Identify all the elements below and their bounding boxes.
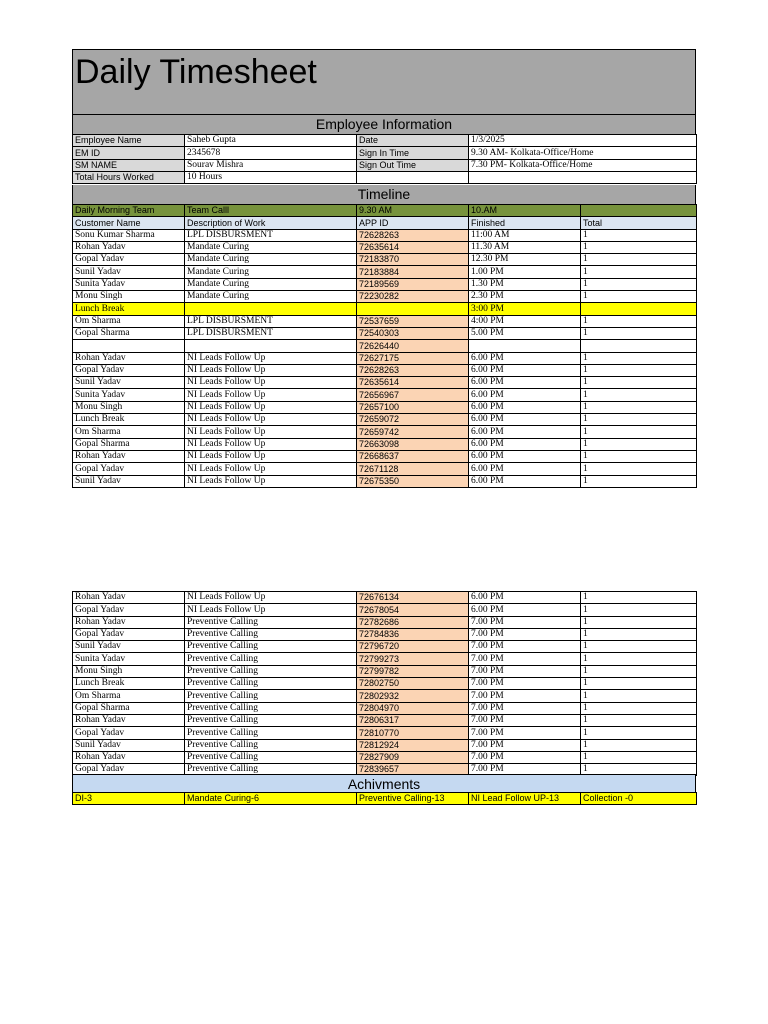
total-cell <box>581 340 697 352</box>
finished-cell: 6.00 PM <box>469 592 581 604</box>
app-id-cell: 72784836 <box>357 628 469 640</box>
table-row <box>73 340 697 352</box>
description-cell: Preventive Calling <box>185 616 357 628</box>
app-id-cell: 72675350 <box>357 475 469 487</box>
table-row <box>73 401 697 413</box>
app-id-cell: 72671128 <box>357 463 469 475</box>
app-id-cell: 72189569 <box>357 278 469 290</box>
total-cell: 1 <box>581 592 697 604</box>
customer-name-cell: Sunil Yadav <box>73 377 185 389</box>
customer-name-cell: Sonu Kumar Sharma <box>73 229 185 241</box>
field-value: 2345678 <box>185 147 357 159</box>
field-label: Employee Name <box>73 135 185 147</box>
table-row <box>73 592 697 604</box>
description-cell: Mandate Curing <box>185 241 357 253</box>
table-row <box>73 616 697 628</box>
table-row <box>73 377 697 389</box>
total-cell: 1 <box>581 377 697 389</box>
field-value: Sourav Mishra <box>185 159 357 171</box>
table-row <box>73 266 697 278</box>
total-cell: 1 <box>581 414 697 426</box>
total-cell: 1 <box>581 278 697 290</box>
table-row <box>73 438 697 450</box>
description-cell: NI Leads Follow Up <box>185 475 357 487</box>
total-cell: 1 <box>581 450 697 462</box>
field-value: 10 Hours <box>185 171 357 183</box>
total-cell: 1 <box>581 702 697 714</box>
description-cell: Preventive Calling <box>185 751 357 763</box>
table-row <box>73 714 697 726</box>
finished-cell: 2.30 PM <box>469 291 581 303</box>
team-cell: 10.AM <box>469 205 581 217</box>
description-cell: NI Leads Follow Up <box>185 401 357 413</box>
app-id-cell: 72810770 <box>357 727 469 739</box>
total-cell: 1 <box>581 653 697 665</box>
finished-cell: 3:00 PM <box>469 303 581 315</box>
app-id-cell: 72799782 <box>357 665 469 677</box>
finished-cell: 7.00 PM <box>469 678 581 690</box>
total-cell: 1 <box>581 229 697 241</box>
field-label: SM NAME <box>73 159 185 171</box>
finished-cell: 7.00 PM <box>469 714 581 726</box>
app-id-cell: 72628263 <box>357 364 469 376</box>
total-cell: 1 <box>581 678 697 690</box>
customer-name-cell: Om Sharma <box>73 315 185 327</box>
table-row <box>73 291 697 303</box>
customer-name-cell: Rohan Yadav <box>73 751 185 763</box>
timeline-header: Timeline <box>72 185 696 205</box>
table-row <box>73 475 697 487</box>
table-row <box>73 739 697 751</box>
achievement-cell: DI-3 <box>73 793 185 805</box>
app-id-cell: 72812924 <box>357 739 469 751</box>
description-cell: NI Leads Follow Up <box>185 450 357 462</box>
total-cell: 1 <box>581 438 697 450</box>
app-id-cell: 72627175 <box>357 352 469 364</box>
customer-name-cell <box>73 340 185 352</box>
team-cell: 9.30 AM <box>357 205 469 217</box>
description-cell: NI Leads Follow Up <box>185 414 357 426</box>
customer-name-cell: Rohan Yadav <box>73 241 185 253</box>
description-cell: Preventive Calling <box>185 739 357 751</box>
finished-cell: 6.00 PM <box>469 364 581 376</box>
app-id-cell <box>357 303 469 315</box>
total-cell: 1 <box>581 628 697 640</box>
team-call-row <box>73 205 697 217</box>
employee-info-row <box>73 135 697 147</box>
description-cell: NI Leads Follow Up <box>185 352 357 364</box>
finished-cell: 7.00 PM <box>469 739 581 751</box>
finished-cell: 6.00 PM <box>469 389 581 401</box>
app-id-cell: 72183884 <box>357 266 469 278</box>
app-id-cell: 72626440 <box>357 340 469 352</box>
table-row <box>73 641 697 653</box>
table-row <box>73 751 697 763</box>
total-cell: 1 <box>581 751 697 763</box>
app-id-cell: 72799273 <box>357 653 469 665</box>
finished-cell: 7.00 PM <box>469 751 581 763</box>
description-cell: Preventive Calling <box>185 764 357 776</box>
finished-cell: 6.00 PM <box>469 414 581 426</box>
table-row <box>73 315 697 327</box>
employee-info-row <box>73 159 697 171</box>
finished-cell: 6.00 PM <box>469 450 581 462</box>
finished-cell: 1.30 PM <box>469 278 581 290</box>
customer-name-cell: Rohan Yadav <box>73 450 185 462</box>
customer-name-cell: Om Sharma <box>73 690 185 702</box>
customer-name-cell: Monu Singh <box>73 401 185 413</box>
finished-cell: 6.00 PM <box>469 438 581 450</box>
total-cell <box>581 303 697 315</box>
app-id-cell: 72802750 <box>357 678 469 690</box>
customer-name-cell: Gopal Yadav <box>73 604 185 616</box>
column-header: APP ID <box>357 217 469 229</box>
table-row <box>73 450 697 462</box>
description-cell: NI Leads Follow Up <box>185 438 357 450</box>
total-cell: 1 <box>581 266 697 278</box>
lunch-break-row <box>73 303 697 315</box>
customer-name-cell: Sunil Yadav <box>73 641 185 653</box>
total-cell: 1 <box>581 352 697 364</box>
app-id-cell: 72537659 <box>357 315 469 327</box>
app-id-cell: 72656967 <box>357 389 469 401</box>
team-cell <box>581 205 697 217</box>
description-cell <box>185 303 357 315</box>
total-cell: 1 <box>581 714 697 726</box>
description-cell: Preventive Calling <box>185 690 357 702</box>
customer-name-cell: Sunita Yadav <box>73 278 185 290</box>
table-row <box>73 364 697 376</box>
app-id-cell: 72230282 <box>357 291 469 303</box>
table-row <box>73 727 697 739</box>
total-cell: 1 <box>581 475 697 487</box>
field-label: Sign Out Time <box>357 159 469 171</box>
app-id-cell: 72827909 <box>357 751 469 763</box>
table-row <box>73 653 697 665</box>
column-header: Description of Work <box>185 217 357 229</box>
finished-cell: 6.00 PM <box>469 401 581 413</box>
table-row <box>73 628 697 640</box>
customer-name-cell: Om Sharma <box>73 426 185 438</box>
customer-name-cell: Lunch Break <box>73 414 185 426</box>
customer-name-cell: Sunita Yadav <box>73 389 185 401</box>
customer-name-cell: Rohan Yadav <box>73 616 185 628</box>
table-row <box>73 327 697 339</box>
field-label: Sign In Time <box>357 147 469 159</box>
table-row <box>73 665 697 677</box>
customer-name-cell: Monu Singh <box>73 665 185 677</box>
finished-cell: 7.00 PM <box>469 641 581 653</box>
description-cell: Preventive Calling <box>185 727 357 739</box>
field-value: Saheb Gupta <box>185 135 357 147</box>
customer-name-cell: Gopal Yadav <box>73 254 185 266</box>
field-value: 7.30 PM- Kolkata-Office/Home <box>469 159 697 171</box>
team-cell: Team Calll <box>185 205 357 217</box>
table-row <box>73 389 697 401</box>
finished-cell: 5.00 PM <box>469 327 581 339</box>
table-row <box>73 702 697 714</box>
app-id-cell: 72635614 <box>357 241 469 253</box>
table-row <box>73 254 697 266</box>
table-row <box>73 278 697 290</box>
total-cell: 1 <box>581 364 697 376</box>
total-cell: 1 <box>581 463 697 475</box>
employee-info-row <box>73 171 697 183</box>
description-cell: NI Leads Follow Up <box>185 364 357 376</box>
finished-cell: 7.00 PM <box>469 653 581 665</box>
total-cell: 1 <box>581 315 697 327</box>
table-row <box>73 414 697 426</box>
table-row <box>73 241 697 253</box>
description-cell: Mandate Curing <box>185 278 357 290</box>
finished-cell: 1.00 PM <box>469 266 581 278</box>
customer-name-cell: Gopal Yadav <box>73 463 185 475</box>
table-row <box>73 463 697 475</box>
finished-cell: 7.00 PM <box>469 764 581 776</box>
customer-name-cell: Sunil Yadav <box>73 266 185 278</box>
customer-name-cell: Sunil Yadav <box>73 475 185 487</box>
app-id-cell: 72663098 <box>357 438 469 450</box>
total-cell: 1 <box>581 604 697 616</box>
table-row <box>73 690 697 702</box>
total-cell: 1 <box>581 426 697 438</box>
achievement-cell: Preventive Calling-13 <box>357 793 469 805</box>
description-cell: Preventive Calling <box>185 702 357 714</box>
app-id-cell: 72668637 <box>357 450 469 462</box>
total-cell: 1 <box>581 327 697 339</box>
description-cell: Preventive Calling <box>185 678 357 690</box>
description-cell: LPL DISBURSMENT <box>185 229 357 241</box>
app-id-cell: 72839657 <box>357 764 469 776</box>
app-id-cell: 72678054 <box>357 604 469 616</box>
app-id-cell: 72806317 <box>357 714 469 726</box>
table-row <box>73 678 697 690</box>
total-cell: 1 <box>581 401 697 413</box>
field-value: 9.30 AM- Kolkata-Office/Home <box>469 147 697 159</box>
app-id-cell: 72796720 <box>357 641 469 653</box>
achievement-cell: Mandate Curing-6 <box>185 793 357 805</box>
customer-name-cell: Gopal Yadav <box>73 364 185 376</box>
employee-info-row <box>73 147 697 159</box>
description-cell: NI Leads Follow Up <box>185 377 357 389</box>
app-id-cell: 72676134 <box>357 592 469 604</box>
finished-cell: 7.00 PM <box>469 702 581 714</box>
description-cell: LPL DISBURSMENT <box>185 315 357 327</box>
table-row <box>73 229 697 241</box>
finished-cell: 6.00 PM <box>469 426 581 438</box>
finished-cell: 6.00 PM <box>469 352 581 364</box>
app-id-cell: 72635614 <box>357 377 469 389</box>
customer-name-cell: Gopal Sharma <box>73 327 185 339</box>
finished-cell: 11.30 AM <box>469 241 581 253</box>
finished-cell <box>469 340 581 352</box>
app-id-cell: 72183870 <box>357 254 469 266</box>
description-cell: NI Leads Follow Up <box>185 592 357 604</box>
customer-name-cell: Lunch Break <box>73 678 185 690</box>
description-cell: NI Leads Follow Up <box>185 463 357 475</box>
field-label: Date <box>357 135 469 147</box>
description-cell: Mandate Curing <box>185 254 357 266</box>
total-cell: 1 <box>581 641 697 653</box>
total-cell: 1 <box>581 665 697 677</box>
description-cell: NI Leads Follow Up <box>185 426 357 438</box>
finished-cell: 7.00 PM <box>469 727 581 739</box>
customer-name-cell: Gopal Yadav <box>73 727 185 739</box>
field-label: Total Hours Worked <box>73 171 185 183</box>
customer-name-cell: Rohan Yadav <box>73 352 185 364</box>
description-cell: Mandate Curing <box>185 266 357 278</box>
timeline-table <box>72 204 697 488</box>
employee-info-table <box>72 134 697 184</box>
table-row <box>73 352 697 364</box>
total-cell: 1 <box>581 764 697 776</box>
finished-cell: 4:00 PM <box>469 315 581 327</box>
column-header: Finished <box>469 217 581 229</box>
finished-cell: 7.00 PM <box>469 690 581 702</box>
customer-name-cell: Gopal Yadav <box>73 764 185 776</box>
column-header-row <box>73 217 697 229</box>
total-cell: 1 <box>581 739 697 751</box>
app-id-cell: 72804970 <box>357 702 469 714</box>
team-cell: Daily Morning Team <box>73 205 185 217</box>
field-value <box>469 171 697 183</box>
total-cell: 1 <box>581 241 697 253</box>
customer-name-cell: Sunita Yadav <box>73 653 185 665</box>
description-cell: Preventive Calling <box>185 641 357 653</box>
timeline-table-continued <box>72 591 697 776</box>
description-cell: Mandate Curing <box>185 291 357 303</box>
total-cell: 1 <box>581 727 697 739</box>
finished-cell: 6.00 PM <box>469 604 581 616</box>
finished-cell: 6.00 PM <box>469 463 581 475</box>
app-id-cell: 72782686 <box>357 616 469 628</box>
customer-name-cell: Gopal Sharma <box>73 438 185 450</box>
description-cell: Preventive Calling <box>185 628 357 640</box>
column-header: Customer Name <box>73 217 185 229</box>
customer-name-cell: Sunil Yadav <box>73 739 185 751</box>
finished-cell: 7.00 PM <box>469 665 581 677</box>
total-cell: 1 <box>581 389 697 401</box>
column-header: Total <box>581 217 697 229</box>
app-id-cell: 72657100 <box>357 401 469 413</box>
app-id-cell: 72802932 <box>357 690 469 702</box>
total-cell: 1 <box>581 616 697 628</box>
achievement-cell: Collection -0 <box>581 793 697 805</box>
table-row <box>73 426 697 438</box>
finished-cell: 12.30 PM <box>469 254 581 266</box>
customer-name-cell: Gopal Sharma <box>73 702 185 714</box>
description-cell: NI Leads Follow Up <box>185 389 357 401</box>
app-id-cell: 72659072 <box>357 414 469 426</box>
total-cell: 1 <box>581 690 697 702</box>
total-cell: 1 <box>581 254 697 266</box>
field-label: EM ID <box>73 147 185 159</box>
description-cell: Preventive Calling <box>185 714 357 726</box>
customer-name-cell: Lunch Break <box>73 303 185 315</box>
finished-cell: 7.00 PM <box>469 616 581 628</box>
customer-name-cell: Rohan Yadav <box>73 592 185 604</box>
app-id-cell: 72659742 <box>357 426 469 438</box>
achievements-table <box>72 792 697 805</box>
description-cell: Preventive Calling <box>185 665 357 677</box>
description-cell <box>185 340 357 352</box>
description-cell: LPL DISBURSMENT <box>185 327 357 339</box>
achievements-header: Achivments <box>72 774 696 794</box>
total-cell: 1 <box>581 291 697 303</box>
customer-name-cell: Gopal Yadav <box>73 628 185 640</box>
customer-name-cell: Rohan Yadav <box>73 714 185 726</box>
page-title: Daily Timesheet <box>72 49 696 115</box>
table-row <box>73 604 697 616</box>
app-id-cell: 72540303 <box>357 327 469 339</box>
achievement-cell: NI Lead Follow UP-13 <box>469 793 581 805</box>
finished-cell: 7.00 PM <box>469 628 581 640</box>
field-value: 1/3/2025 <box>469 135 697 147</box>
finished-cell: 6.00 PM <box>469 475 581 487</box>
app-id-cell: 72628263 <box>357 229 469 241</box>
employee-info-header: Employee Information <box>72 115 696 135</box>
description-cell: NI Leads Follow Up <box>185 604 357 616</box>
field-label <box>357 171 469 183</box>
finished-cell: 6.00 PM <box>469 377 581 389</box>
finished-cell: 11:00 AM <box>469 229 581 241</box>
achievements-row <box>73 793 697 805</box>
customer-name-cell: Monu Singh <box>73 291 185 303</box>
description-cell: Preventive Calling <box>185 653 357 665</box>
